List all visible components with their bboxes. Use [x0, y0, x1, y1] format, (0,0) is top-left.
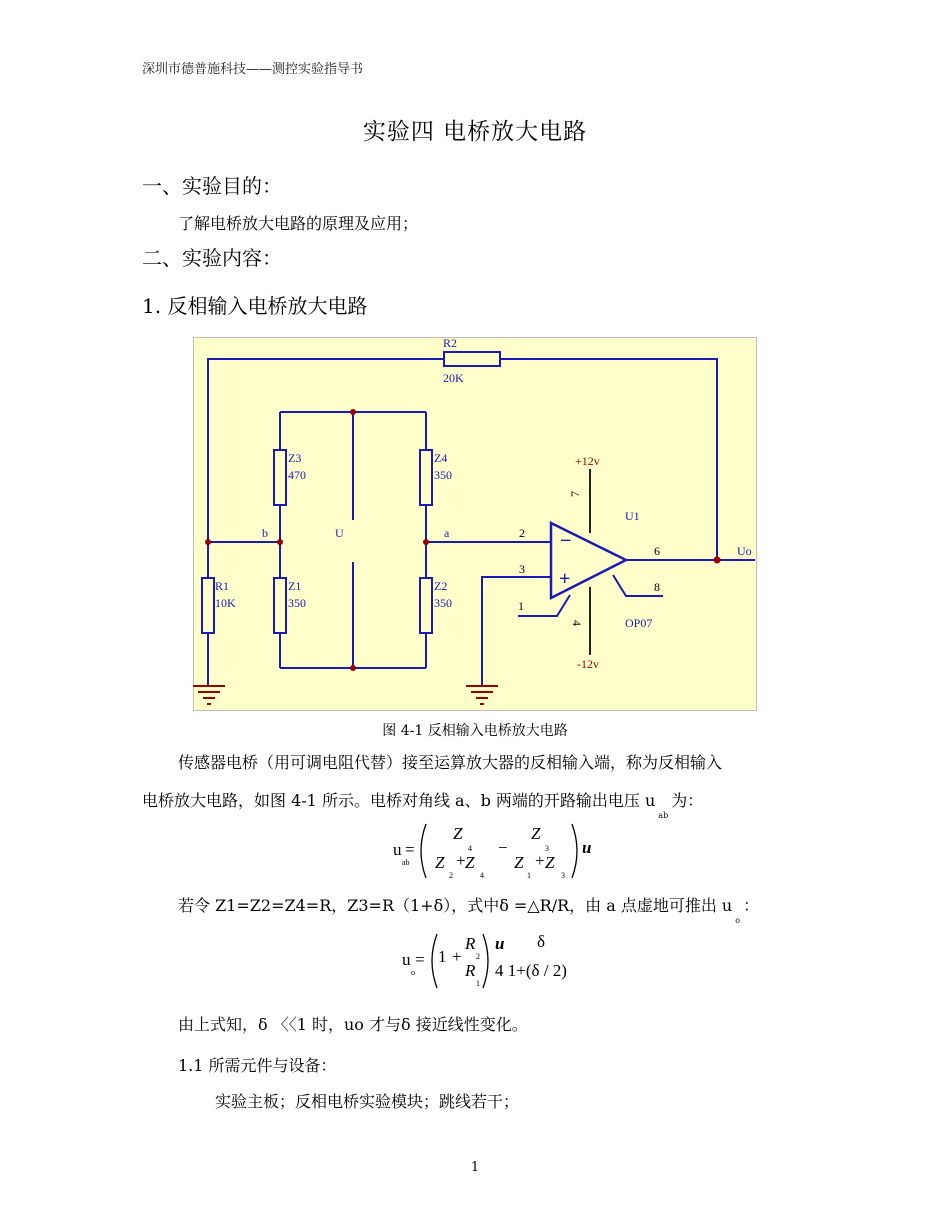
right-paren [569, 822, 583, 880]
label-r1-value: 10K [215, 596, 236, 610]
label-node-b: b [262, 526, 268, 540]
label-r1-name: R1 [215, 579, 230, 593]
opamp-minus-sign: − [560, 530, 572, 552]
resistor-z4 [420, 450, 432, 505]
label-z2-value: 350 [434, 596, 452, 610]
label-z2-name: Z2 [434, 579, 448, 593]
pin-label-1: 1 [518, 599, 524, 613]
resistor-r2 [444, 352, 500, 366]
resistor-z3 [274, 450, 286, 505]
pin-label-8: 8 [654, 580, 660, 594]
section-heading-content: 二、实验内容： [142, 246, 282, 270]
section-heading-purpose: 一、实验目的： [142, 174, 282, 198]
label-opamp-model: OP07 [625, 616, 653, 630]
pin-label-6: 6 [654, 544, 660, 558]
label-output: Uo [737, 544, 752, 558]
label-z4-name: Z4 [434, 451, 448, 465]
paragraph-2: 若令 Z1=Z2=Z4=R，Z3=R（1+δ），式中δ =△R/R，由 a 点虚地可推出 $u_o$： [178, 896, 760, 925]
page-header: 深圳市德普施科技——测控实验指导书 [142, 62, 364, 77]
formula-uo: u o = 1 + R 2 R 1 u δ 4 1+(δ / 2) [402, 932, 567, 988]
junction-output [714, 557, 721, 564]
paragraph-1-line-1: 传感器电桥（用可调电阻代替）接至运算放大器的反相输入端，称为反相输入 [178, 753, 723, 772]
right-paren-2 [480, 932, 494, 990]
label-z4-value: 350 [434, 468, 452, 482]
circuit-background [194, 338, 757, 711]
page-title: 实验四 电桥放大电路 [362, 119, 588, 145]
label-r2-name: R2 [443, 337, 458, 350]
resistor-r1 [202, 578, 214, 633]
paragraph-3: 由上式知，δ 〈〈1 时，uo 才与δ 接近线性变化。 [178, 1015, 528, 1034]
label-z3-value: 470 [288, 468, 306, 482]
junction-a [423, 539, 429, 545]
figure-caption: 图 4-1 反相输入电桥放大电路 [382, 723, 568, 739]
pin-label-2: 2 [519, 526, 525, 540]
pin-label-3: 3 [519, 562, 525, 576]
label-z1-name: Z1 [288, 579, 302, 593]
label-node-a: a [444, 526, 450, 540]
label-z1-value: 350 [288, 596, 306, 610]
pin-label-4: 4 [570, 620, 584, 626]
label-vminus: -12v [577, 657, 599, 671]
opamp-plus-sign: + [559, 568, 571, 590]
junction-b [277, 539, 283, 545]
junction-bottom [350, 665, 356, 671]
purpose-text: 了解电桥放大电路的原理及应用； [178, 214, 419, 233]
junction-top [350, 409, 356, 415]
label-r2-value: 20K [443, 371, 464, 385]
page-number: 1 [470, 1160, 480, 1175]
paragraph-1-line-2: 电桥放大电路，如图 4-1 所示。电桥对角线 a、b 两端的开路输出电压 $u_{ab}$为： [142, 791, 704, 820]
bridge-amplifier-circuit-diagram [193, 337, 757, 711]
label-node-u: U [335, 526, 344, 540]
resistor-z1 [274, 578, 286, 633]
left-paren [415, 822, 429, 880]
subsection-heading-inverting: 1. 反相输入电桥放大电路 [142, 294, 368, 318]
junction-left [205, 539, 211, 545]
subsection-heading-equipment: 1.1 所需元件与设备： [178, 1056, 337, 1075]
pin-label-7: 7 [568, 491, 582, 497]
formula-uab: u ab = Z 4 Z 2 + Z 4 − Z 3 Z 1 + Z 3 u [393, 824, 592, 880]
label-vplus: +12v [575, 454, 600, 468]
label-opamp-ref: U1 [625, 509, 640, 523]
equipment-list: 实验主板；反相电桥实验模块；跳线若干； [215, 1092, 520, 1111]
label-z3-name: Z3 [288, 451, 302, 465]
resistor-z2 [420, 578, 432, 633]
